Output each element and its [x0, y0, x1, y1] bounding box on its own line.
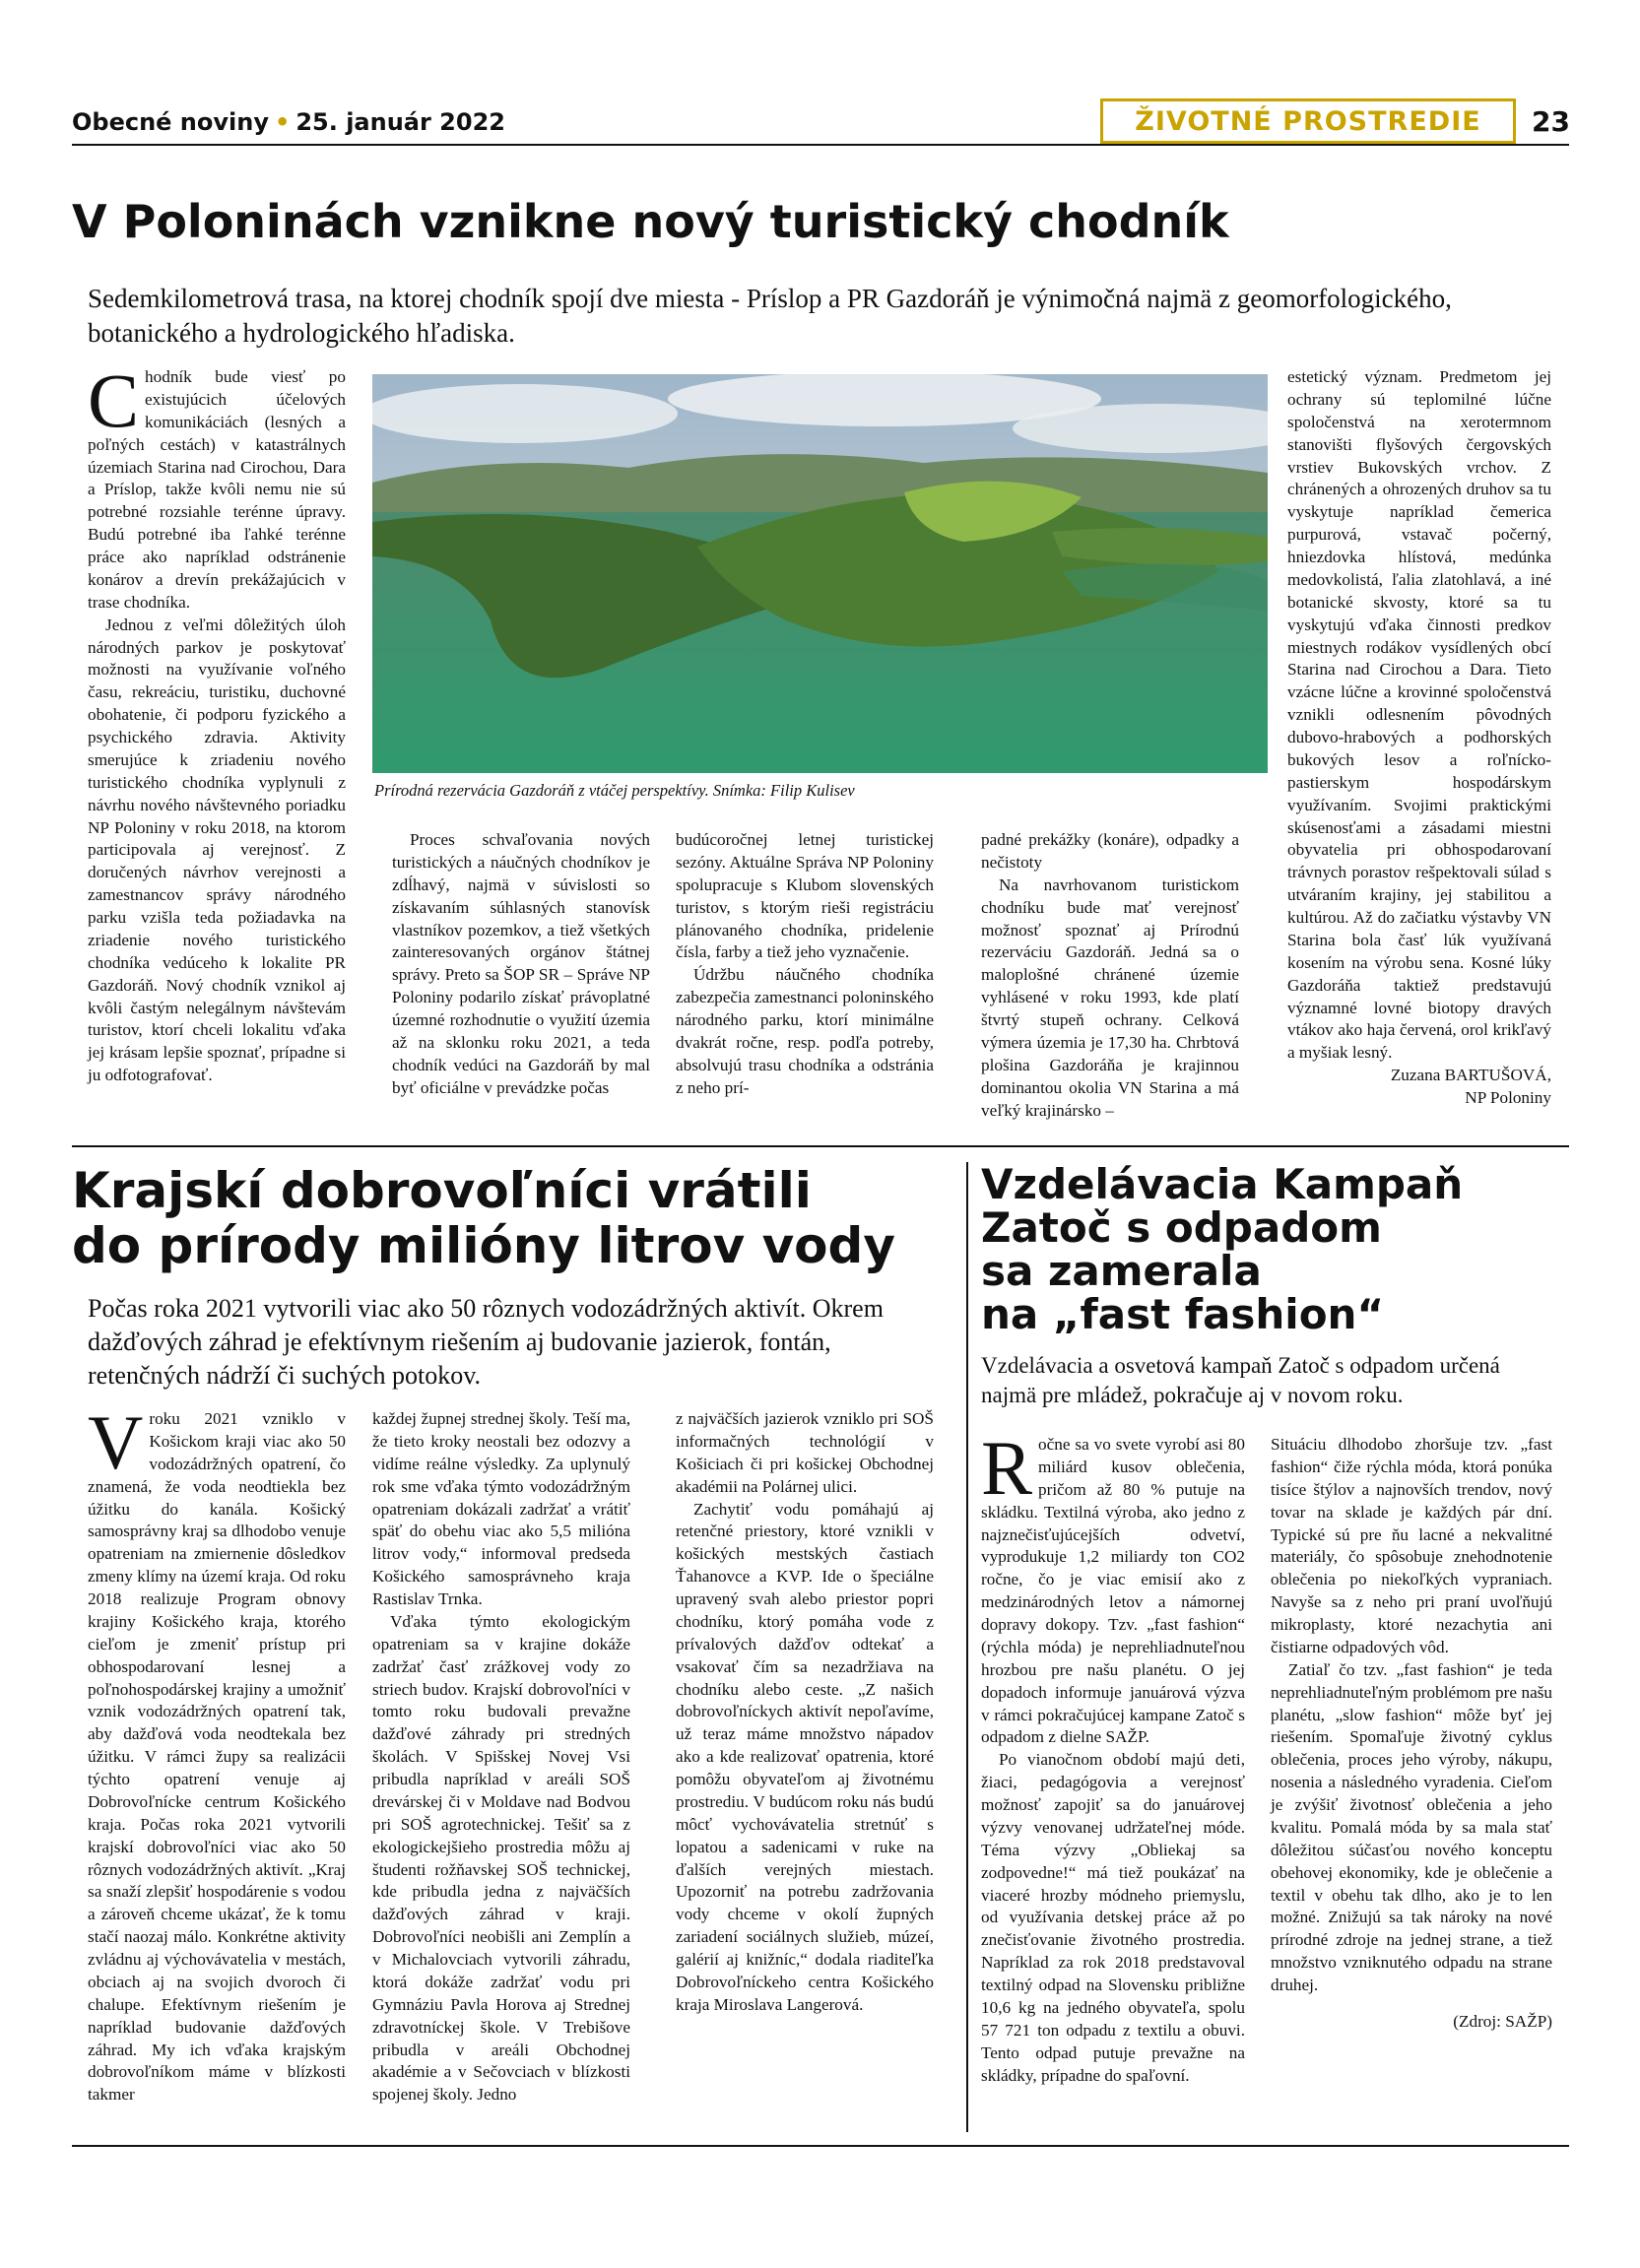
article2-col1: Vroku 2021 vzniklo v Košickom kraji viac ako 50 vodozádržných opatrení, čo znamená, že voda neodtiekla bez úžitku do kanála. Košický samosprávny kraj sa dlhodobo venuje opatreniam na zmiernenie dôsledkov zmeny klímy na území kraja. Od roku 2018 realizuje Program obnovy krajiny Košického kraja, ktorého cieľom je zmeniť prístup pri obhospodarovaní lesnej a poľnohospodárskej krajiny a umožniť vznik vodozádržných opatrení tak, aby dažďová voda neodtekala bez úžitku. V rámci župy sa realizácii týchto opatrení venuje aj Dobrovoľnícke centrum Košického kraja. Počas roka 2021 vytvorili krajskí dobrovoľníci viac ako 50 rôznych vodozádržných aktivít. „Kraj sa snaží zlepšiť hospodárenie s vodou a zároveň chceme ukázať, že k tomu stačí naozaj málo. Konkrétne aktivity zvládnu aj výchovávatelia v mestách, obciach aj na svojich dvoroch či chalupe. Efektívnym riešením je napríklad budovanie dažďových záhrad. My ich vďaka krajským dobrovoľníkom máme v blízkosti takmer — [88, 1399, 346, 2105]
section-label: ŽIVOTNÉ PROSTREDIE — [1100, 98, 1516, 144]
header-rule — [72, 144, 1569, 146]
source-note: (Zdroj: SAŽP) — [1453, 2011, 1552, 2031]
header-paper-date — [72, 108, 505, 136]
article1-col5: estetický význam. Predmetom jej ochrany sú teplomilné lúčne spoločenstvá na xerotermnom stanovišti flyšových čergovských vrstiev Bukovských vrchov. Z chránených a ohrozených druhov sa tu vyskytuje napríklad čemerica purpurová, vstavač počerný, hniezdovka hlístová, medúnka medovkolistá, ľalia zlatohlavá, a iné botanické skvosty, ktoré sa tu vyskytujú vďaka činnosti predkov miestnych rodákov vysídlených obcí Starina nad Cirochou a Dara. Tieto vzácne lúčne a krovinné spoločenstvá vznikli odlesnením pôvodných dubovo-hrabových a podhorských bukových lesov a roľnícko-pastierskym hospodárskym využívaním. Svojimi praktickými skúsenosťami a zásadami miestni obyvatelia pri obhospodarovaní trávnych porastov rešpektovali súlad s utváraním krajiny, jej stabilitou a kultúrou. Až do začiatku výstavby VN Starina bola časť lúk využívaná kosením na výrobu sena. Kosné lúky Gazdoráňa taktiež predstavujú významné lovné biotopy dravých vtákov ako haja červená, orol krikľavý a myšiak lesný. Zuzana BARTUŠOVÁ, NP Poloniny — [1287, 366, 1551, 1110]
paper-name: Obecné noviny — [72, 108, 269, 136]
article1-lead: Sedemkilometrová trasa, na ktorej chodník spojí dve miesta - Príslop a PR Gazdoráň je výnimočná najmä z geomorfologického, botanického a hydrologického hľadiska. — [88, 284, 1452, 349]
article1-col1: Chodník bude viesť po existujúcich účelových komunikáciách (lesných a poľných cestách) v katastrálnych územiach Starina nad Cirochou, Dara a Príslop, takže kvôli nemu nie sú potrebné rozsiahle terénne úpravy. Budú potrebné iba ľahké terénne práce ako napríklad odstránenie konárov a drevín prekážajúcich v trase chodníka. Jednou z veľmi dôležitých úloh národných parkov je poskytovať možnosti na využívanie voľného času, rekreáciu, turistiku, duchovné obohatenie, či podporu fyzického a psychického zdravia. Aktivity smerujúce k zriadeniu nového turistického chodníka vyplynuli z návrhu nového návštevného poriadku NP Poloniny v roku 2018, na ktorom participovala aj verejnosť. Z doručených návrhov verejnosti a zamestnancov správy národného parku vzišla teda požiadavka na zriadenie nového turistického chodníka vedúceho k lokalite PR Gazdoráň. Nový chodník vznikol aj kvôli častým nelegálnym návštevám turistov, ktorí chceli lokalitu vďaka jej krásam lepšie spoznať, prípadne si ju odfotografovať. — [88, 357, 346, 1085]
column-divider — [966, 1162, 968, 2132]
article1-photo — [372, 374, 1268, 773]
author-org: NP Poloniny — [1465, 1088, 1551, 1107]
separator-dot: • — [274, 108, 291, 136]
dropcap: V — [88, 1399, 144, 1485]
article3-col1: Ročne sa vo svete vyrobí asi 80 miliárd kusov oblečenia, pričom až 80 % putuje na skládku. Textilná výroba, ako jedno z najznečisťujúcejších odvetví, vyprodukuje 1,2 miliardy ton CO2 ročne, čo je viac emisií ako z medzinárodných letov a námornej dopravy dokopy. Tzv. „fast fashion“ (rýchla móda) je neprehliadnuteľnou hrozbou pre našu planétu. O jej dopadoch informuje januárová výzva v rámci pokračujúcej kampane Zatoč s odpadom z dielne SAŽP. Po vianočnom období majú deti, žiaci, pedagógovia a verejnosť možnosť zapojiť sa do januárovej výzvy venovanej udržateľnej móde. Téma výzvy „Obliekaj sa zodpovedne!“ má tiež poukázať na viaceré hrozby módneho priemyslu, od využívania detskej práce až po znečisťovanie životného prostredia. Napríklad za rok 2018 predstavoval textilný odpad na Slovensku približne 10,6 kg na jedného obyvateľa, spolu 57 721 ton odpadu z textilu a obuvi. Tento odpad putuje prevažne na skládky, prípadne do spaľovní. — [981, 1425, 1245, 2085]
article1-col3: budúcoročnej letnej turistickej sezóny. Aktuálne Správa NP Poloniny spolupracuje s Klubom slovenských turistov, s ktorým rieši registráciu plánovaného chodníka, pridelenie čísla, farby a tiež jeho vyznačenie. Údržbu náučného chodníka zabezpečia zamestnanci poloninského národného parku, ktorí minimálne dvakrát ročne, resp. podľa potreby, absolvujú trasu chodníka a odstránia z neho prí- — [676, 830, 934, 1097]
article3-lead: Vzdelávacia a osvetová kampaň Zatoč s odpadom určená najmä pre mládež, pokračuje aj v novom roku. — [981, 1353, 1500, 1407]
article1-title: V Poloninách vznikne nový turistický chodník — [72, 195, 1229, 248]
issue-date: 25. január 2022 — [295, 108, 505, 136]
article1-col2: Proces schvaľovania nových turistických a náučných chodníkov je zdĺhavý, najmä v súvislosti so získavaním súhlasných stanovísk vlastníkov pozemkov, a tiež všetkých zainteresovaných orgánov štátnej správy. Preto sa ŠOP SR – Správe NP Poloniny podarilo získať právoplatné územné rozhodnutie o využití územia až na sklonku roku 2021, a teda chodník vedúci na Gazdoráň by mal byť oficiálne v prevádzke počas — [392, 830, 650, 1097]
article3-title: Vzdelávacia Kampaň Zatoč s odpadom sa zamerala na „fast fashion“ — [981, 1160, 1464, 1339]
article2-col2: každej župnej strednej školy. Teší ma, že tieto kroky neostali bez odozvy a vidíme reálne výsledky. Za uplynulý rok sme vďaka týmto vodozádržným opatreniam dokázali zadržať a vrátiť späť do obehu viac ako 5,5 milióna litrov vody,“ informoval predseda Košického samosprávneho kraja Rastislav Trnka. Vďaka týmto ekologickým opatreniam sa v krajine dokáže zadržať časť zrážkovej vody zo striech budov. Krajskí dobrovoľníci v tomto roku budovali prevažne dažďové záhrady pri stredných školách. V Spišskej Novej Vsi pribudla napríklad v areáli SOŠ drevárskej či v Moldave nad Bodvou pri SOŠ agrotechnickej. Tešiť sa z ekologickejšieho prostredia môžu aj študenti rožňavskej SOŠ technickej, kde pribudla jedna z najväčších dažďových záhrad v kraji. Dobrovoľníci neobišli ani Zemplín a v Michalovciach vytvorili záhradu, ktorá dokáže zadržať vodu pri Gymnáziu Pavla Horova aj Strednej zdravotníckej škole. V Trebišove pribudla v areáli Obchodnej akadémie a v Sečovciach v blízkosti spojenej školy. Jedno — [372, 1409, 630, 2105]
article2-title: Krajskí dobrovoľníci vrátili do prírody milióny litrov vody — [72, 1162, 895, 1274]
article3-col2: Situáciu dlhodobo zhoršuje tzv. „fast fashion“ čiže rýchla móda, ktorá ponúka tisíce štýlov a najnovších trendov, nový tovar na sklade je každých pár dní. Typické sú pre ňu lacné a nekvalitné materiály, čo spôsobuje znehodnotenie oblečenia po niekoľkých vypraniach. Navyše sa z neho pri praní uvoľňujú mikroplasty, ktoré nezachytia ani čistiarne odpadových vôd. Zatiaľ čo tzv. „fast fashion“ je teda neprehliadnuteľným problémom pre našu planétu, „slow fashion“ môže byť jej riešením. Spomaľuje životný cyklus oblečenia, proces jeho výroby, nákupu, nosenia a následného vyradenia. Cieľom je zvýšiť životnosť oblečenia a jeho kvalitu. Pomalá móda by sa mala stať dôležitou súčasťou nového konceptu obehovej ekonomiky, kde je oblečenie a textil v obehu tak dlho, ako je to len možné. Znižujú sa tak nároky na nové prírodné zdroje na jednej strane, a tiež množstvo vzniknutého odpadu na strane druhej. (Zdroj: SAŽP) — [1271, 1434, 1552, 2034]
article1-col4: padné prekážky (konáre), odpadky a nečistoty Na navrhovanom turistickom chodníku bude mať verejnosť možnosť spoznať aj Prírodnú rezerváciu Gazdoráň. Jedná sa o maloplošné chránené územie vyhlásené v roku 1993, kde platí štvrtý stupeň ochrany. Celková výmera územia je 17,30 ha. Chrbtová plošina Gazdoráňa je krajinnou dominantou okolia VN Starina a má veľký krajinársko – — [981, 830, 1239, 1120]
photo-caption: Prírodná rezervácia Gazdoráň z vtáčej perspektívy. Snímka: Filip Kulisev — [374, 781, 855, 800]
author-name: Zuzana BARTUŠOVÁ, — [1390, 1066, 1551, 1085]
section-rule — [72, 1145, 1569, 1147]
footer-rule — [72, 2145, 1569, 2147]
dropcap: C — [88, 357, 140, 443]
article2-col3: z najväčších jazierok vzniklo pri SOŠ informačných technológií v Košiciach či pri košickej Obchodnej akadémii na Polárnej ulici. Zachytiť vodu pomáhajú aj retenčné priestory, ktoré vznikli v košických mestských častiach Ťahanovce a KVP. Ide o špeciálne upravený svah alebo priestor popri chodníku, ktorý pomáha vode z prívalových dažďov odtekať a vsakovať čím sa nezadržiava na chodníku alebo ceste. „Z našich dobrovoľníckych aktivít nepoľavíme, už teraz máme množstvo nápadov ako a kde realizovať opatrenia, ktoré pomôžu obyvateľom aj životnému prostrediu. V budúcom roku nás budú môcť vychovávatelia stretnúť s lopatou a sadenicami v ruke na ďalších verejných miestach. Upozorniť na potrebu zadržovania vody chceme v okolí župných zariadení sociálnych služieb, múzeí, galérií aj knižníc,“ dodala riaditeľka Dobrovoľníckeho centra Košického kraja Miroslava Langerová. — [676, 1409, 934, 2014]
landscape-photo — [372, 374, 1268, 773]
article2-lead: Počas roka 2021 vytvorili viac ako 50 rôznych vodozádržných aktivít. Okrem dažďových záhrad je efektívnym riešením aj budovanie jazierok, fontán, retenčných nádrží či suchých potokov. — [88, 1294, 884, 1390]
page-number: 23 — [1532, 105, 1570, 138]
dropcap: R — [981, 1425, 1033, 1511]
